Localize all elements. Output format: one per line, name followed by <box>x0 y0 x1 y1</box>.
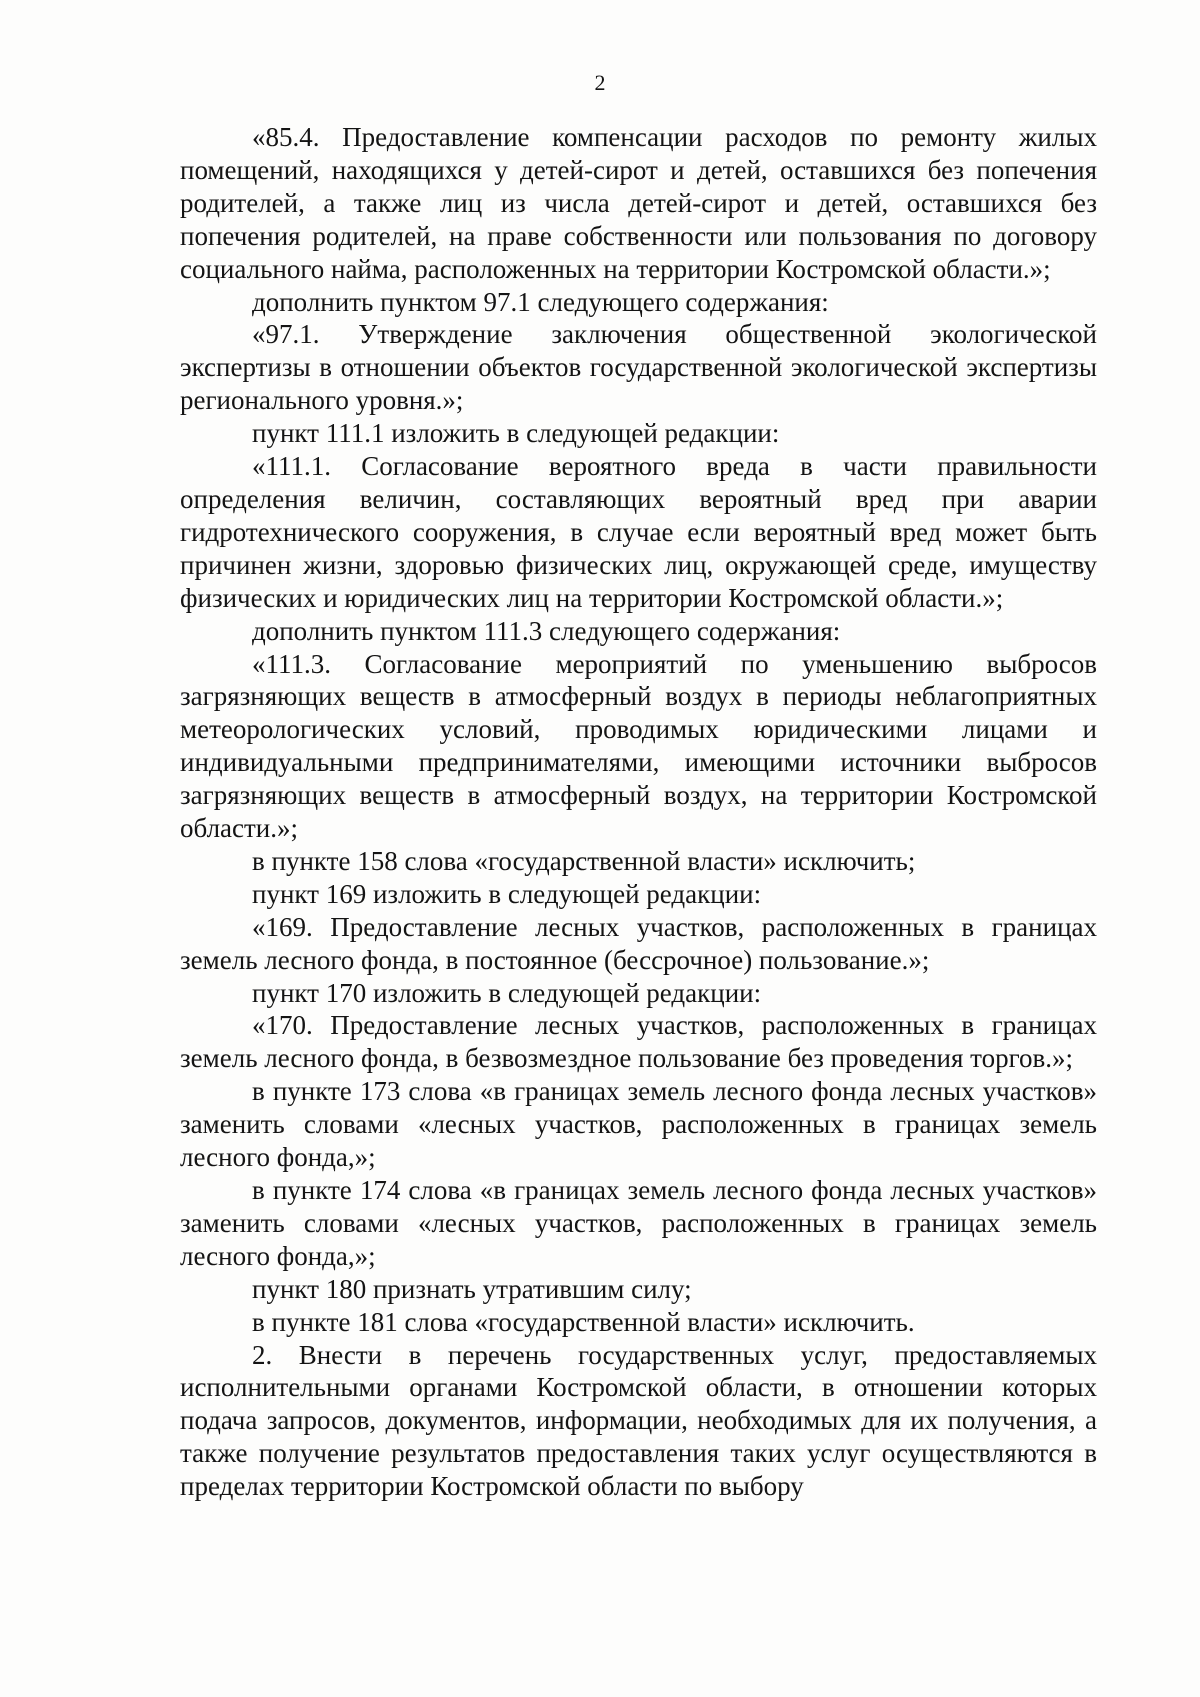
paragraph-169: «169. Предоставление лесных участков, расположенных в границах земель лесного фонда, в постоянное (бессрочное) пользование.»; <box>180 911 1097 975</box>
paragraph-111-3: «111.3. Согласование мероприятий по уменьшению выбросов загрязняющих веществ в атмосферный воздух в периоды неблагоприятных метеорологических условий, проводимых юридическими лицами и индивидуальными предпринимателями, имеющими источники выбросов загрязняющих веществ в атмосферный воздух, на территории Костромской области.»; <box>180 648 1097 844</box>
paragraph-173: в пункте 173 слова «в границах земель лесного фонда лесных участков» заменить словами «лесных участков, расположенных в границах земель лесного фонда,»; <box>180 1076 1097 1173</box>
paragraph-edit-169: пункт 169 изложить в следующей редакции: <box>252 878 762 909</box>
paragraph-180: пункт 180 признать утратившим силу; <box>252 1273 692 1304</box>
paragraph-85-4: «85.4. Предоставление компенсации расходов по ремонту жилых помещений, находящихся у детей-сирот и детей, оставшихся без попечения родителей, а также лиц из числа детей-сирот и детей, оставшихся без попечения родителей, на праве собственности или пользования по договору социального найма, расположенных на территории Костромской области.»; <box>180 122 1097 284</box>
paragraph-edit-170: пункт 170 изложить в следующей редакции: <box>252 977 762 1008</box>
paragraph-edit-111-1: пункт 111.1 изложить в следующей редакции: <box>252 418 780 449</box>
paragraph-add-111-3: дополнить пунктом 111.3 следующего содержания: <box>252 615 841 646</box>
page-number: 2 <box>594 70 606 95</box>
paragraph-111-1: «111.1. Согласование вероятного вреда в части правильности определения величин, составляющих вероятный вред при аварии гидротехнического сооружения, в случае если вероятный вред может быть причинен жизни, здоровью физических лиц, окружающей среде, имуществу физических и юридических лиц на территории Костромской области.»; <box>180 451 1097 613</box>
paragraph-170: «170. Предоставление лесных участков, расположенных в границах земель лесного фонда, в безвозмездное пользование без проведения торгов.»; <box>180 1010 1097 1074</box>
paragraph-174: в пункте 174 слова «в границах земель лесного фонда лесных участков» заменить словами «лесных участков, расположенных в границах земель лесного фонда,»; <box>180 1175 1097 1271</box>
paragraph-add-97-1: дополнить пунктом 97.1 следующего содержания: <box>252 286 829 317</box>
paragraph-181: в пункте 181 слова «государственной власти» исключить. <box>252 1306 915 1337</box>
paragraph-section-2: 2. Внести в перечень государственных услуг, предоставляемых исполнительными органами Костромской области, в отношении которых подача запросов, документов, информации, необходимых для их получения, а также получение результатов предоставления таких услуг осуществляются в пределах территории Костромской области по выбору <box>180 1339 1097 1502</box>
paragraph-158: в пункте 158 слова «государственной власти» исключить; <box>252 845 916 876</box>
paragraph-97-1: «97.1. Утверждение заключения общественной экологической экспертизы в отношении объектов государственной экологической экспертизы регионального уровня.»; <box>180 319 1097 416</box>
document-body <box>180 121 1097 1503</box>
